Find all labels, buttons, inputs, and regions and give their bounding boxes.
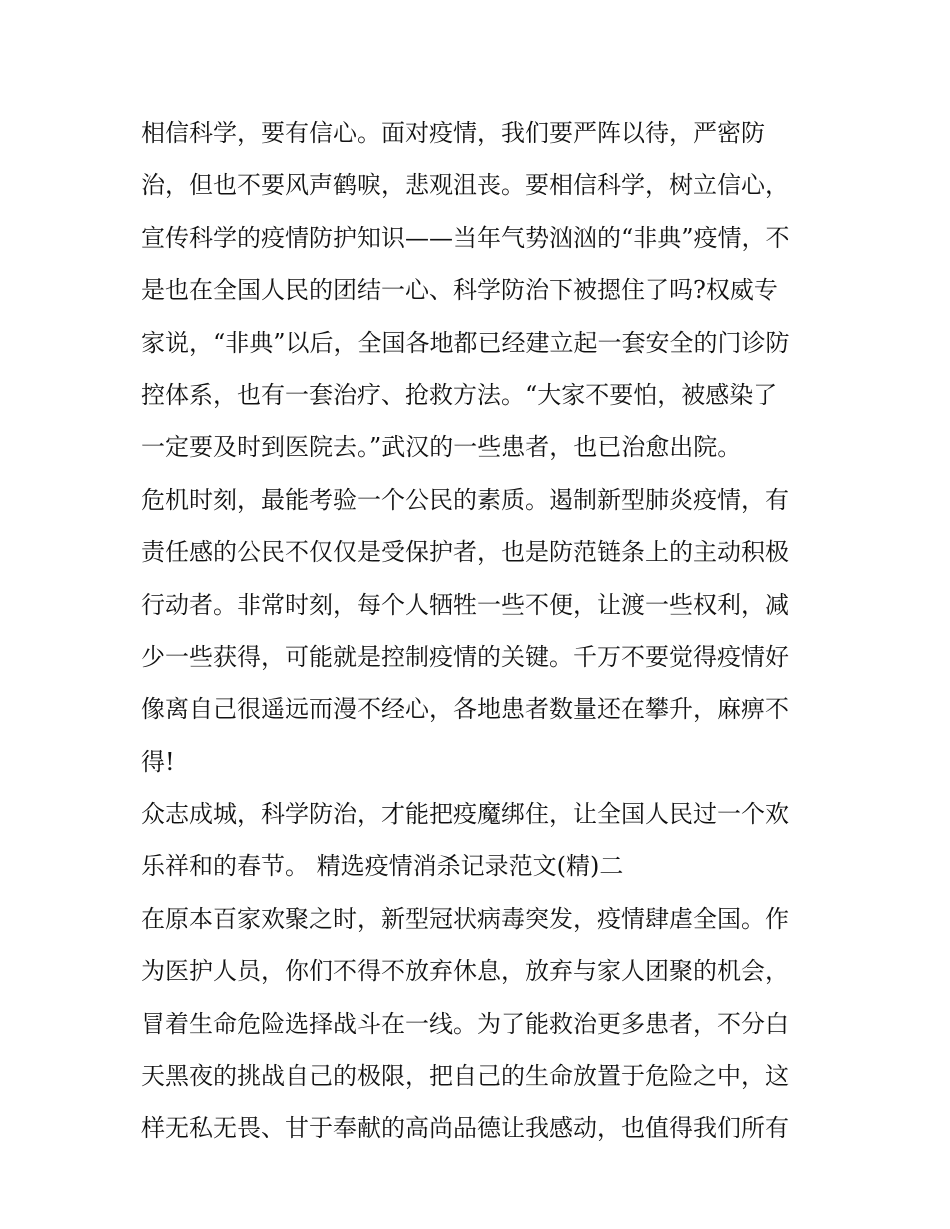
text-line: 宣传科学的疫情防护知识——当年气势汹汹的“非典”疫情，不 xyxy=(141,223,790,252)
text-line: 一定要及时到医院去。”武汉的一些患者，也已治愈出院。 xyxy=(141,433,742,462)
text-line: 样无私无畏、甘于奉献的高尚品德让我感动，也值得我们所有 xyxy=(141,1114,789,1143)
text-line: 行动者。非常时刻，每个人牺牲一些不便，让渡一些权利，减 xyxy=(141,590,789,619)
text-line: 少一些获得，可能就是控制疫情的关键。千万不要觉得疫情好 xyxy=(141,642,789,671)
text-line: 为医护人员，你们不得不放弃休息，放弃与家人团聚的机会， xyxy=(141,957,789,986)
text-line: 家说，“非典”以后，全国各地都已经建立起一套安全的门诊防 xyxy=(141,328,790,357)
text-line: 是也在全国人民的团结一心、科学防治下被摁住了吗?权威专 xyxy=(141,276,778,305)
text-line: 相信科学，要有信心。面对疫情，我们要严阵以待，严密防 xyxy=(141,119,765,147)
text-line: 天黑夜的挑战自己的极限，把自己的生命放置于危险之中，这 xyxy=(141,1062,789,1091)
text-line: 冒着生命危险选择战斗在一线。为了能救治更多患者，不分白 xyxy=(141,1009,789,1038)
text-line: 像离自己很遥远而漫不经心，各地患者数量还在攀升，麻痹不 xyxy=(141,695,789,724)
body-text xyxy=(141,107,821,1155)
text-line: 众志成城，科学防治，才能把疫魔绑住，让全国人民过一个欢 xyxy=(141,800,789,829)
text-line: 危机时刻，最能考验一个公民的素质。遏制新型肺炎疫情，有 xyxy=(141,485,789,514)
text-line: 在原本百家欢聚之时，新型冠状病毒突发，疫情肆虐全国。作 xyxy=(141,904,789,933)
text-line: 治，但也不要风声鹤唳，悲观沮丧。要相信科学，树立信心， xyxy=(141,171,789,200)
text-line: 控体系，也有一套治疗、抢救方法。“大家不要怕，被感染了 xyxy=(141,380,778,409)
text-line: 乐祥和的春节。 精选疫情消杀记录范文(精)二 xyxy=(141,852,624,881)
text-line: 得! xyxy=(141,747,175,776)
text-line: 责任感的公民不仅仅是受保护者，也是防范链条上的主动积极 xyxy=(141,538,789,567)
